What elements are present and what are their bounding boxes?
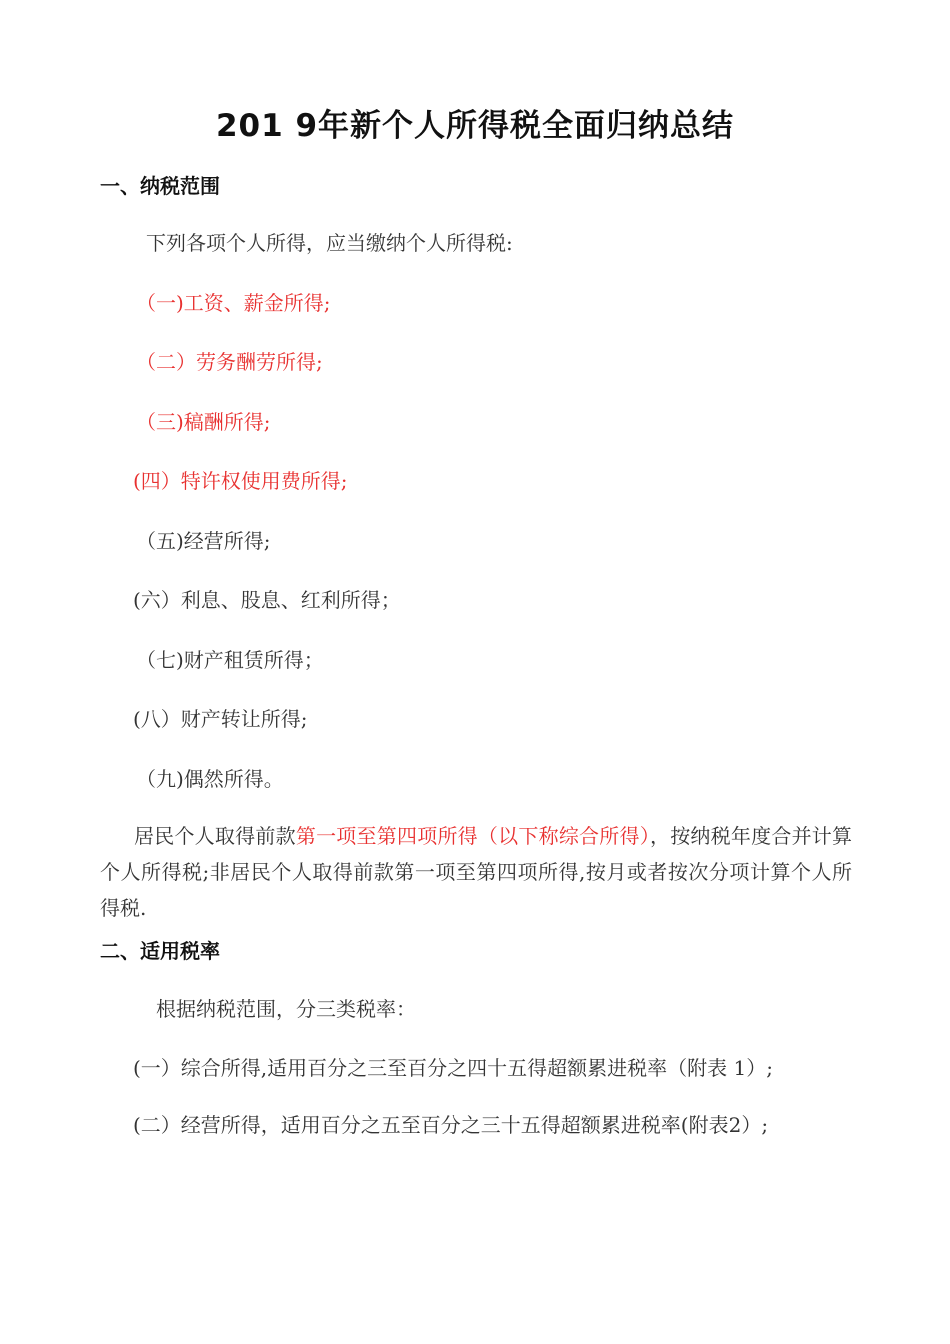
scope-paragraph-highlight: 第一项至第四项所得（以下称综合所得） (295, 824, 650, 848)
scope-paragraph-before: 居民个人取得前款 (134, 824, 296, 848)
document-title: 201 9年新个人所得税全面归纳总结 (215, 108, 735, 144)
scope-item-1: （一)工资、薪金所得; (136, 291, 331, 315)
scope-item-6: (六）利息、股息、红利所得； (133, 588, 401, 612)
section-heading-scope: 一、纳税范围 (100, 174, 220, 198)
scope-intro: 下列各项个人所得，应当缴纳个人所得税: (146, 231, 513, 255)
rates-item-2: (二）经营所得，适用百分之五至百分之三十五得超额累进税率(附表2）; (133, 1113, 769, 1137)
scope-item-7: （七)财产租赁所得； (136, 648, 324, 672)
scope-paragraph-after: ，按纳税年度合并计算个人所得税;非居民个人取得前款第一项至第四项所得,按月或者按次分项计算个人所得税. (100, 824, 853, 920)
section-heading-rates: 二、适用税率 (100, 939, 220, 963)
scope-item-2: （二）劳务酬劳所得; (136, 350, 323, 374)
scope-item-9: （九)偶然所得。 (136, 767, 284, 791)
scope-paragraph (100, 818, 852, 926)
scope-item-5: （五)经营所得; (136, 529, 271, 553)
scope-item-8: (八）财产转让所得; (133, 707, 308, 731)
rates-item-1: (一）综合所得,适用百分之三至百分之四十五得超额累进税率（附表 1）; (133, 1056, 773, 1080)
scope-item-3: （三)稿酬所得; (136, 410, 271, 434)
scope-item-4: (四）特许权使用费所得; (133, 469, 348, 493)
rates-intro: 根据纳税范围，分三类税率： (156, 997, 416, 1021)
